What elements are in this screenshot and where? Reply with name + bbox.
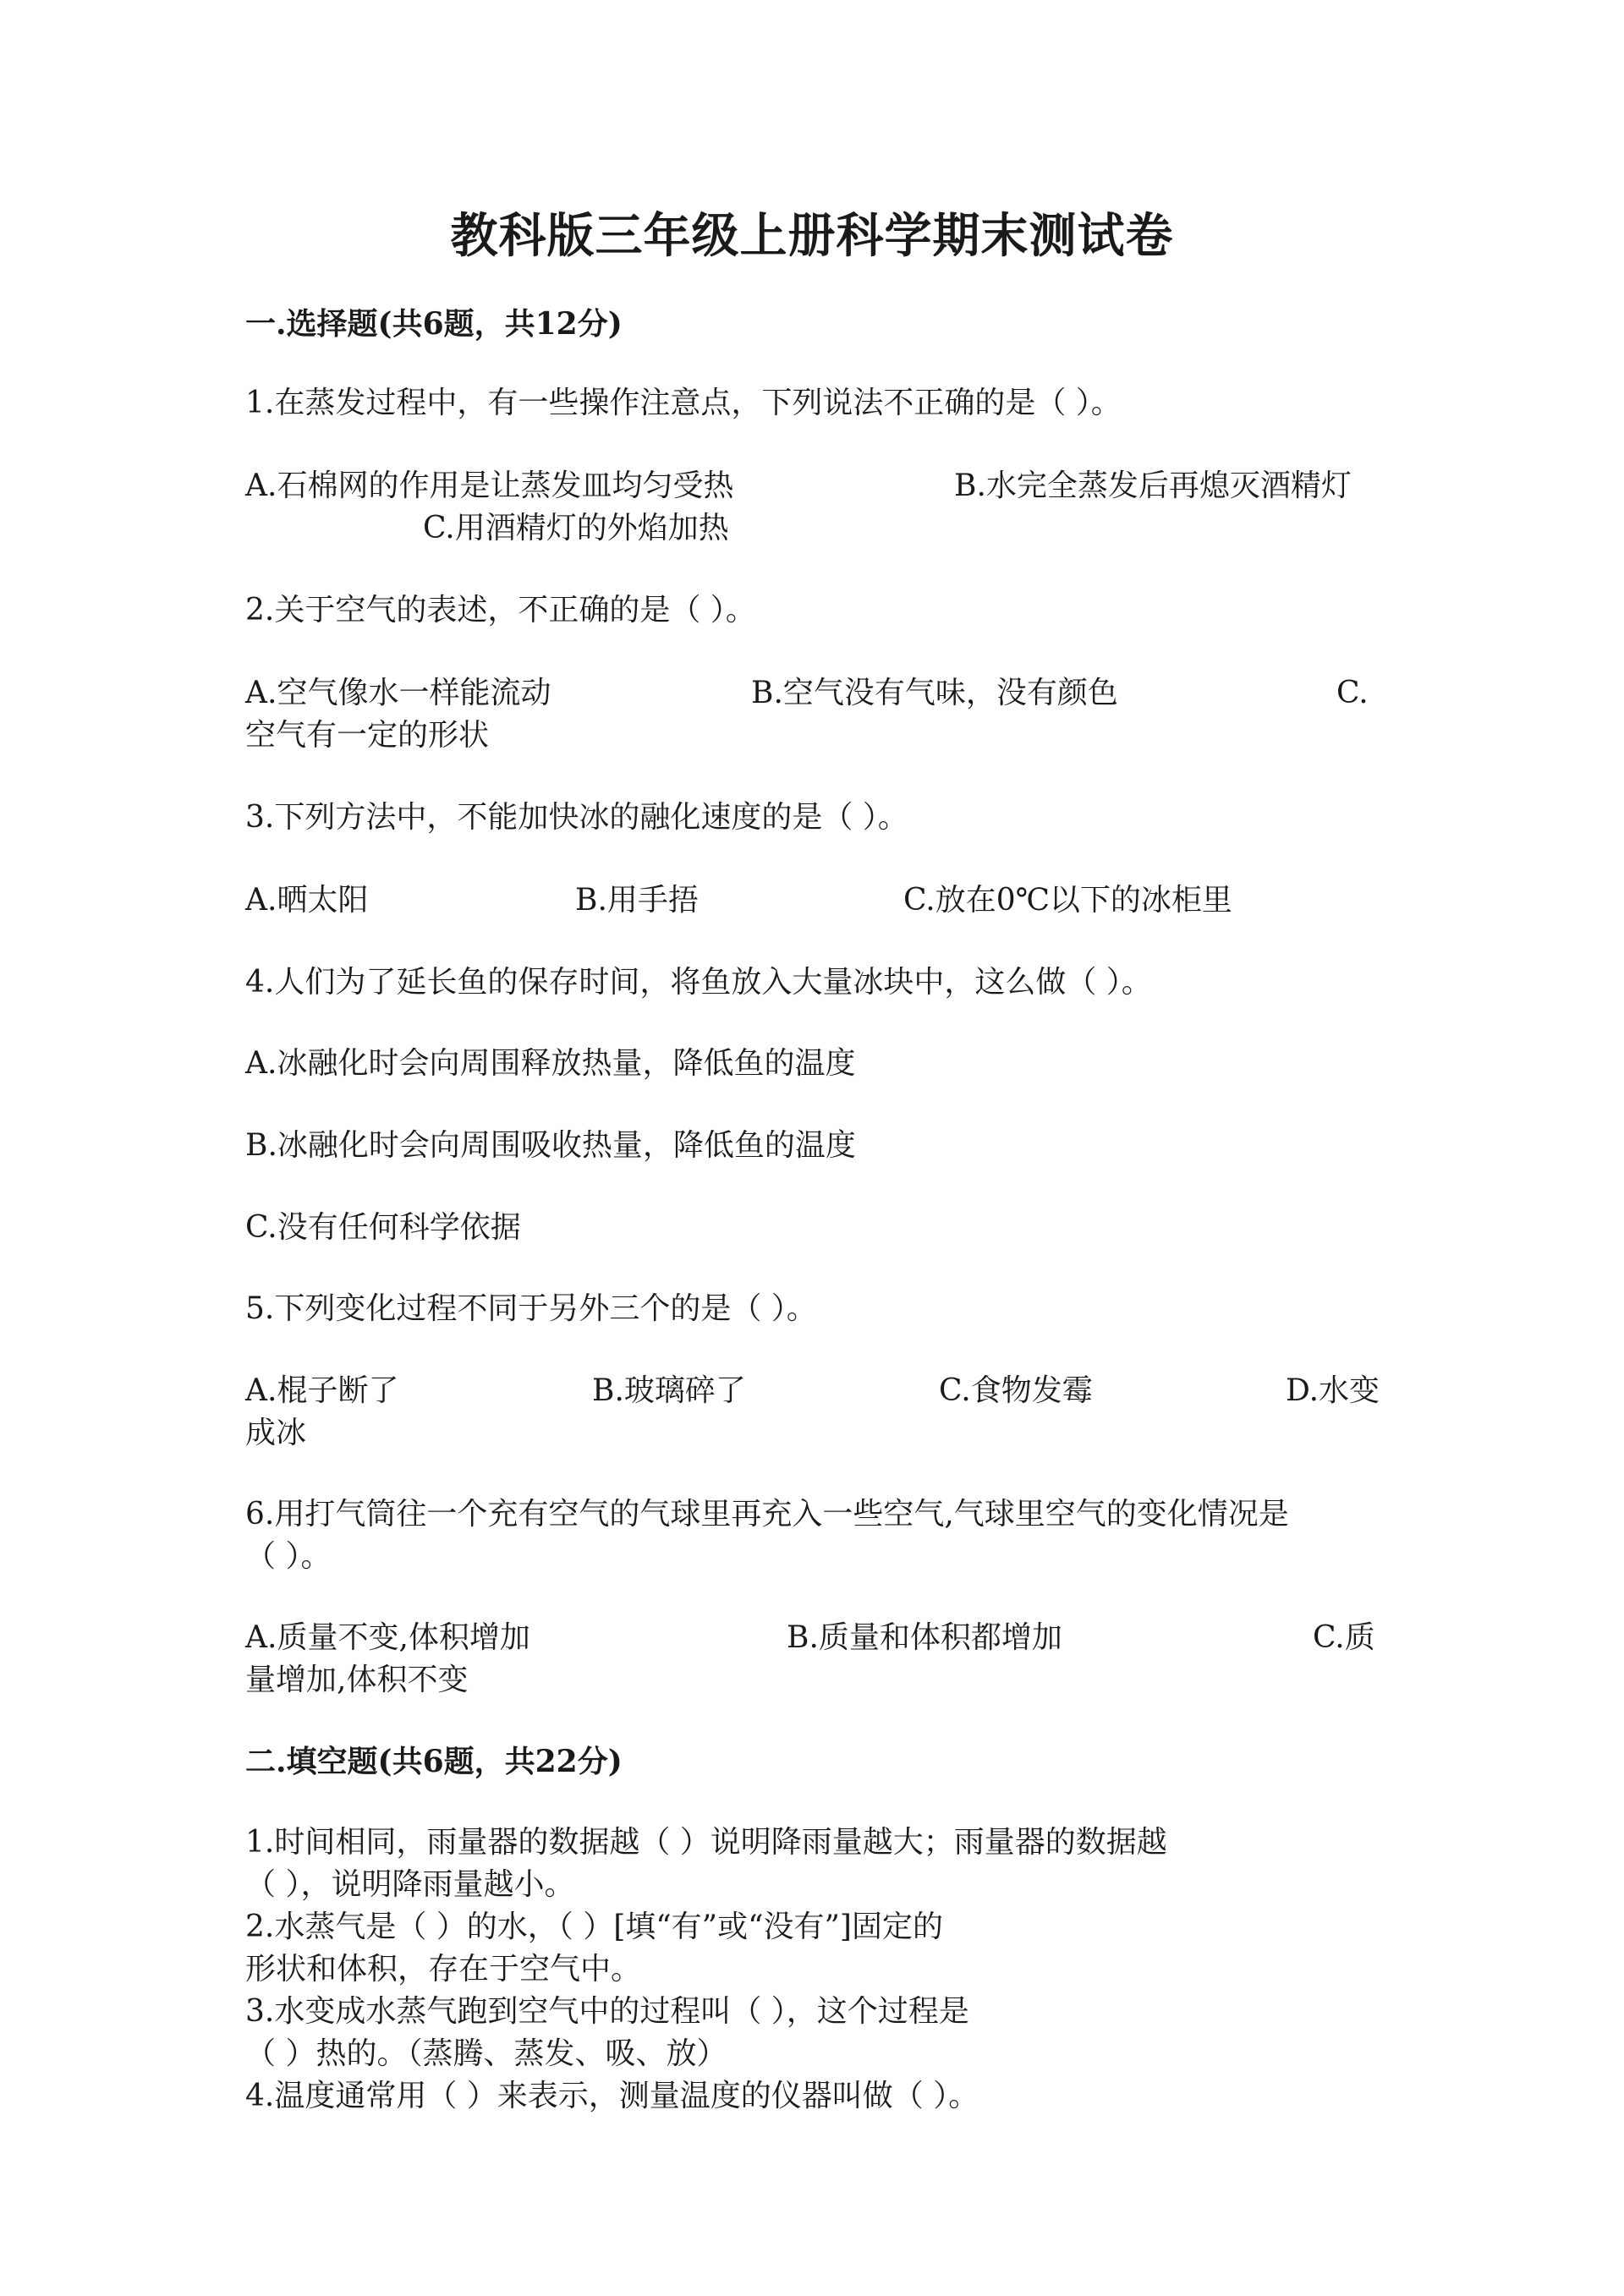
question-stem: 4.人们为了延长鱼的保存时间，将鱼放入大量冰块中，这么做（ ）。 — [245, 965, 1152, 1000]
option-a: A.质量不变,体积增加 — [245, 1620, 530, 1655]
question-stem: 1.在蒸发过程中，有一些操作注意点，下列说法不正确的是（ ）。 — [245, 386, 1122, 420]
option-a: A.空气像水一样能流动 — [245, 676, 551, 710]
option-a: A.冰融化时会向周围释放热量，降低鱼的温度 — [245, 1046, 856, 1081]
option-c: C.食物发霉 — [939, 1373, 1093, 1408]
option-c: C.质 — [1313, 1620, 1375, 1655]
question-options — [245, 1370, 1387, 1455]
question-options — [245, 879, 1387, 922]
fill-line: （ ），说明降雨量越小。 — [245, 1867, 575, 1902]
question-stem: 6.用打气筒往一个充有空气的气球里再充入一些空气,气球里空气的变化情况是 — [245, 1497, 1289, 1532]
option-b: B.玻璃碎了 — [592, 1373, 746, 1408]
option-d: D.水变 — [1286, 1373, 1380, 1408]
question-stem: 2.关于空气的表述，不正确的是（ ）。 — [245, 593, 756, 627]
fill-line: 3.水变成水蒸气跑到空气中的过程叫（ ），这个过程是 — [245, 1994, 969, 2029]
section-heading-fill-blank: 二.填空题(共6题，共22分) — [245, 1744, 623, 1779]
option-c: C.放在0℃以下的冰柜里 — [903, 883, 1232, 918]
option-c: C.没有任何科学依据 — [245, 1210, 521, 1245]
option-c: C. — [1336, 676, 1369, 710]
question-stem-continued: （ ）。 — [245, 1539, 332, 1574]
option-b: B.冰融化时会向周围吸收热量，降低鱼的温度 — [245, 1128, 856, 1163]
question-stem: 3.下列方法中，不能加快冰的融化速度的是（ ）。 — [245, 800, 908, 835]
option-b: B.用手捂 — [575, 883, 699, 918]
option-d-continued: 成冰 — [245, 1416, 307, 1450]
option-b: B.质量和体积都增加 — [787, 1620, 1062, 1655]
exam-title: 教科版三年级上册科学期末测试卷 — [450, 208, 1174, 264]
option-c-continued: 空气有一定的形状 — [245, 718, 490, 753]
fill-line: （ ）热的。（蒸腾、蒸发、吸、放） — [245, 2036, 727, 2071]
fill-line: 2.水蒸气是（ ）的水，（ ）[填“有”或“没有”]固定的 — [245, 1910, 943, 1944]
question-options — [245, 1617, 1387, 1701]
section-heading-choice: 一.选择题(共6题，共12分) — [245, 306, 623, 342]
fill-line: 形状和体积，存在于空气中。 — [245, 1952, 642, 1986]
option-c-continued: 量增加,体积不变 — [245, 1663, 469, 1697]
option-c: C.用酒精灯的外焰加热 — [423, 511, 729, 545]
question-options — [245, 672, 1387, 757]
option-a: A.棍子断了 — [245, 1373, 399, 1408]
option-b: B.空气没有气味，没有颜色 — [751, 676, 1118, 710]
question-options — [245, 465, 1387, 550]
option-b: B.水完全蒸发后再熄灭酒精灯 — [954, 469, 1352, 503]
fill-line: 4.温度通常用（ ）来表示，测量温度的仪器叫做（ ）。 — [245, 2079, 979, 2113]
option-a: A.晒太阳 — [245, 883, 369, 918]
fill-line: 1.时间相同，雨量器的数据越（ ）说明降雨量越大；雨量器的数据越 — [245, 1825, 1167, 1860]
option-a: A.石棉网的作用是让蒸发皿均匀受热 — [245, 469, 734, 503]
question-stem: 5.下列变化过程不同于另外三个的是（ ）。 — [245, 1291, 817, 1326]
